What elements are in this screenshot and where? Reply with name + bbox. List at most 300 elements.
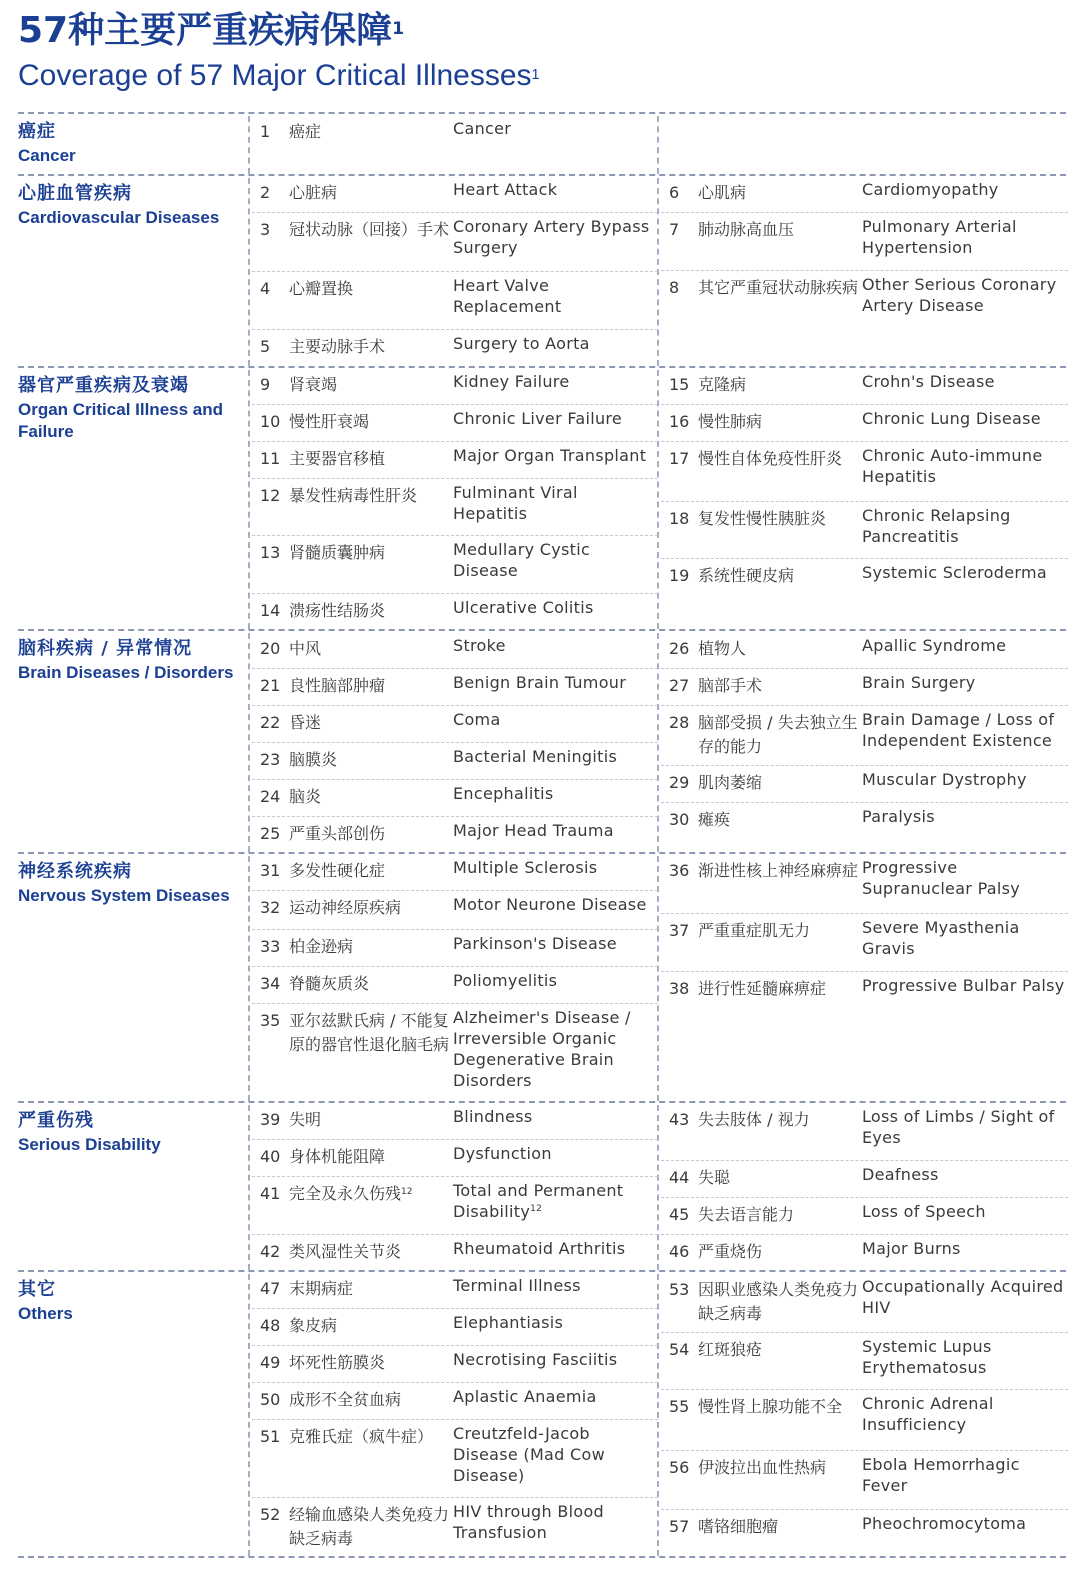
item-name-en <box>453 1349 657 1370</box>
item-name-zh-text: 完全及永久伤残 <box>289 1184 402 1203</box>
item-name-en <box>453 597 657 618</box>
category-heading <box>18 860 240 907</box>
row-divider <box>661 668 1068 669</box>
item-name-en-text: Loss of Limbs / Sight of Eyes <box>862 1107 1055 1147</box>
row-divider <box>252 1382 658 1383</box>
footnote-marker: 12 <box>401 1187 413 1197</box>
item-number: 25 <box>260 824 281 843</box>
item-name-zh-text: 进行性延髓麻痹症 <box>698 979 827 998</box>
item-number: 38 <box>669 979 690 998</box>
item-name-en <box>862 635 1066 656</box>
item-name-zh <box>698 919 863 943</box>
item-number: 9 <box>260 375 271 394</box>
item-name-zh <box>289 1388 454 1412</box>
category-name-en: Nervous System Diseases <box>18 886 230 905</box>
item-name-en-text: HIV through Blood Transfusion <box>453 1502 604 1542</box>
row-divider <box>661 1160 1068 1161</box>
item-name-en-text: Heart Attack <box>453 180 558 199</box>
item-name-en <box>862 1276 1066 1318</box>
item-name-en-text: Bacterial Meningitis <box>453 747 618 766</box>
row-divider <box>661 558 1068 559</box>
item-name-zh-text: 克隆病 <box>698 375 747 394</box>
item-name-zh-text: 植物人 <box>698 639 747 658</box>
row-divider <box>252 441 658 442</box>
item-number: 31 <box>260 861 281 880</box>
item-name-en <box>862 1106 1066 1148</box>
item-name-en-text: Paralysis <box>862 807 935 826</box>
item-name-en <box>862 216 1066 258</box>
item-name-en-text: Cardiomyopathy <box>862 180 999 199</box>
item-name-zh-text: 经输血感染人类免疫力缺乏病毒 <box>289 1505 450 1548</box>
column-divider <box>248 370 250 629</box>
section-divider <box>18 629 1066 631</box>
category-name-en: Cardiovascular Diseases <box>18 208 220 227</box>
item-name-zh <box>289 1108 454 1132</box>
item-name-zh-text: 肾衰竭 <box>289 375 338 394</box>
item-name-en-text: Stroke <box>453 636 506 655</box>
row-divider <box>661 913 1068 914</box>
item-number: 35 <box>260 1011 281 1030</box>
item-name-zh-text: 身体机能阻障 <box>289 1147 386 1166</box>
item-name-zh <box>289 1503 454 1551</box>
item-name-en-text: Brain Surgery <box>862 673 976 692</box>
item-name-zh <box>698 1166 863 1190</box>
item-name-en <box>453 1106 657 1127</box>
item-name-en <box>453 746 657 767</box>
item-name-zh <box>698 373 863 397</box>
column-divider <box>248 633 250 852</box>
item-number: 28 <box>669 713 690 732</box>
row-divider <box>252 593 658 594</box>
item-name-zh-text: 失明 <box>289 1110 322 1129</box>
category-name-zh: 严重伤残 <box>18 1110 94 1131</box>
row-divider <box>661 441 1068 442</box>
row-divider <box>661 270 1068 271</box>
item-name-en-text: Pheochromocytoma <box>862 1514 1027 1533</box>
row-divider <box>252 329 658 330</box>
column-divider <box>248 1105 250 1270</box>
item-name-zh <box>289 1351 454 1375</box>
item-name-zh-text: 中风 <box>289 639 322 658</box>
item-name-en-text: Poliomyelitis <box>453 971 558 990</box>
column-divider <box>248 178 250 366</box>
item-name-zh-text: 心肌病 <box>698 183 747 202</box>
column-divider <box>657 116 659 174</box>
item-name-en <box>453 1180 657 1222</box>
item-name-en-text: Muscular Dystrophy <box>862 770 1027 789</box>
item-number: 56 <box>669 1458 690 1477</box>
item-name-zh-text: 柏金逊病 <box>289 937 354 956</box>
item-name-zh <box>289 748 454 772</box>
item-number: 15 <box>669 375 690 394</box>
item-number: 13 <box>260 543 281 562</box>
row-divider <box>252 742 658 743</box>
item-name-en-text: Necrotising Fasciitis <box>453 1350 618 1369</box>
item-name-en <box>862 445 1066 487</box>
item-number: 18 <box>669 509 690 528</box>
item-number: 48 <box>260 1316 281 1335</box>
item-name-en <box>453 371 657 392</box>
item-name-zh-text: 其它严重冠状动脉疾病 <box>698 278 859 297</box>
item-name-en <box>862 1164 1066 1185</box>
item-number: 52 <box>260 1505 281 1524</box>
item-name-en-text: Crohn's Disease <box>862 372 995 391</box>
item-name-zh-text: 失聪 <box>698 1168 731 1187</box>
item-name-en <box>862 1336 1066 1378</box>
item-name-en <box>453 933 657 954</box>
item-name-en <box>862 806 1066 827</box>
item-number: 36 <box>669 861 690 880</box>
item-name-en-text: Total and Permanent Disability <box>453 1181 624 1221</box>
item-name-zh-text: 冠状动脉（回接）手术 <box>289 220 450 239</box>
item-number: 40 <box>260 1147 281 1166</box>
item-name-en <box>862 1238 1066 1259</box>
item-name-zh-text: 成形不全贫血病 <box>289 1390 402 1409</box>
item-name-zh-text: 严重头部创伤 <box>289 824 386 843</box>
item-name-zh-text: 红斑狼疮 <box>698 1340 763 1359</box>
item-name-zh <box>289 484 454 508</box>
row-divider <box>661 404 1068 405</box>
row-divider <box>252 1176 658 1177</box>
item-name-en <box>862 672 1066 693</box>
item-name-en <box>453 1423 657 1486</box>
item-name-en <box>453 820 657 841</box>
item-name-zh <box>289 1240 454 1264</box>
item-name-en <box>453 1312 657 1333</box>
item-number: 47 <box>260 1279 281 1298</box>
item-name-en-text: Severe Myasthenia Gravis <box>862 918 1020 958</box>
item-name-zh-text: 慢性肺病 <box>698 412 763 431</box>
item-name-zh <box>698 1456 863 1480</box>
item-name-zh-text: 象皮病 <box>289 1316 338 1335</box>
row-divider <box>661 1509 1068 1510</box>
row-divider <box>661 501 1068 502</box>
item-name-zh <box>698 1203 863 1227</box>
item-name-en-text: Parkinson's Disease <box>453 934 617 953</box>
row-divider <box>661 1450 1068 1451</box>
item-number: 30 <box>669 810 690 829</box>
section-divider <box>18 174 1066 176</box>
item-name-en-text: Dysfunction <box>453 1144 552 1163</box>
row-divider <box>661 705 1068 706</box>
title-footnote-marker: 1 <box>392 19 405 40</box>
item-name-en-text: Pulmonary Arterial Hypertension <box>862 217 1017 257</box>
category-name-en: Brain Diseases / Disorders <box>18 663 234 682</box>
item-name-zh-text: 坏死性筋膜炎 <box>289 1353 386 1372</box>
category-name-zh: 器官严重疾病及衰竭 <box>18 375 189 396</box>
item-name-zh-text: 主要器官移植 <box>289 449 386 468</box>
item-name-zh-text: 类风湿性关节炎 <box>289 1242 402 1261</box>
item-name-zh <box>289 1314 454 1338</box>
item-name-en-text: Creutzfeld-Jacob Disease (Mad Cow Disease) <box>453 1424 605 1485</box>
item-number: 50 <box>260 1390 281 1409</box>
item-name-zh <box>289 711 454 735</box>
item-name-en-text: Terminal Illness <box>453 1276 581 1295</box>
item-name-zh <box>289 120 454 144</box>
item-name-zh <box>698 507 863 531</box>
category-name-en: Serious Disability <box>18 1135 161 1154</box>
item-name-zh <box>698 771 863 795</box>
item-name-zh <box>289 674 454 698</box>
item-name-en-text: Heart Valve Replacement <box>453 276 562 316</box>
row-divider <box>252 668 658 669</box>
item-name-zh-text: 心脏病 <box>289 183 338 202</box>
item-number: 20 <box>260 639 281 658</box>
row-divider <box>252 816 658 817</box>
row-divider <box>661 802 1068 803</box>
row-divider <box>252 535 658 536</box>
item-name-en-text: Other Serious Coronary Artery Disease <box>862 275 1057 315</box>
item-name-en <box>453 1007 657 1091</box>
item-name-en-text: Major Organ Transplant <box>453 446 647 465</box>
item-number: 5 <box>260 337 271 356</box>
item-number: 41 <box>260 1184 281 1203</box>
item-name-zh <box>289 1009 454 1057</box>
row-divider <box>252 1345 658 1346</box>
item-name-zh-text: 肺动脉高血压 <box>698 220 795 239</box>
item-number: 10 <box>260 412 281 431</box>
item-name-en-text: Chronic Auto-immune Hepatitis <box>862 446 1043 486</box>
column-divider <box>248 116 250 174</box>
item-name-en <box>453 857 657 878</box>
category-heading <box>18 1278 240 1325</box>
page-title-zh: 57种主要严重疾病保障$^1$ <box>18 10 405 51</box>
item-name-zh-text: 失去语言能力 <box>698 1205 795 1224</box>
item-name-zh-text: 伊波拉出血性热病 <box>698 1458 827 1477</box>
item-name-en <box>862 1201 1066 1222</box>
item-name-zh <box>698 674 863 698</box>
item-name-en <box>862 505 1066 547</box>
item-name-zh <box>289 1277 454 1301</box>
item-name-en <box>862 1513 1066 1534</box>
section-divider <box>18 366 1066 368</box>
item-name-en-text: Ebola Hemorrhagic Fever <box>862 1455 1020 1495</box>
row-divider <box>252 1003 658 1004</box>
item-name-zh-text: 暴发性病毒性肝炎 <box>289 486 418 505</box>
row-divider <box>661 1389 1068 1390</box>
item-name-zh-text: 心瓣置换 <box>289 279 354 298</box>
row-divider <box>252 890 658 891</box>
item-name-en-text: Systemic Scleroderma <box>862 563 1047 582</box>
item-name-zh <box>289 1145 454 1169</box>
item-name-en <box>862 179 1066 200</box>
item-number: 8 <box>669 278 680 297</box>
item-name-zh-text: 克雅氏症（疯牛症） <box>289 1427 434 1446</box>
item-name-zh-text: 主要动脉手术 <box>289 337 386 356</box>
item-name-en-text: Occupationally Acquired HIV <box>862 1277 1064 1317</box>
item-name-en-text: Encephalitis <box>453 784 554 803</box>
item-name-en <box>453 1143 657 1164</box>
item-name-zh <box>289 541 454 565</box>
item-name-en <box>453 275 657 317</box>
item-number: 44 <box>669 1168 690 1187</box>
item-name-zh-text: 严重重症肌无力 <box>698 921 811 940</box>
item-name-en-text: Rheumatoid Arthritis <box>453 1239 626 1258</box>
column-divider <box>657 370 659 629</box>
item-number: 6 <box>669 183 680 202</box>
item-name-en <box>453 539 657 581</box>
item-name-en <box>453 1238 657 1259</box>
item-name-en <box>862 917 1066 959</box>
item-name-zh <box>289 935 454 959</box>
item-number: 4 <box>260 279 271 298</box>
item-name-en <box>453 672 657 693</box>
item-name-en <box>453 1275 657 1296</box>
row-divider <box>252 1497 658 1498</box>
category-heading <box>18 374 240 443</box>
item-name-en-text: Systemic Lupus Erythematosus <box>862 1337 992 1377</box>
item-number: 54 <box>669 1340 690 1359</box>
item-number: 22 <box>260 713 281 732</box>
item-number: 37 <box>669 921 690 940</box>
category-name-zh: 癌症 <box>18 121 56 142</box>
item-name-zh <box>289 1182 454 1206</box>
item-name-zh-text: 运动神经原疾病 <box>289 898 402 917</box>
item-name-en-text: Kidney Failure <box>453 372 570 391</box>
item-number: 19 <box>669 566 690 585</box>
item-name-en-text: Apallic Syndrome <box>862 636 1007 655</box>
item-name-en-text: Loss of Speech <box>862 1202 986 1221</box>
item-name-zh <box>289 896 454 920</box>
item-name-zh <box>698 447 863 471</box>
category-name-en: Others <box>18 1304 73 1323</box>
item-name-zh-text: 脑部受损 / 失去独立生存的能力 <box>698 713 858 756</box>
item-number: 46 <box>669 1242 690 1261</box>
item-name-zh <box>698 218 863 242</box>
item-name-zh-text: 渐进性核上神经麻痹症 <box>698 861 859 880</box>
item-number: 23 <box>260 750 281 769</box>
item-name-zh-text: 慢性肾上腺功能不全 <box>698 1397 843 1416</box>
item-number: 29 <box>669 773 690 792</box>
item-name-zh <box>698 1395 863 1419</box>
item-name-en-text: Progressive Supranuclear Palsy <box>862 858 1021 898</box>
item-name-zh-text: 昏迷 <box>289 713 322 732</box>
row-divider <box>661 971 1068 972</box>
item-name-en <box>453 970 657 991</box>
row-divider <box>252 1419 658 1420</box>
category-heading <box>18 182 240 229</box>
section-divider <box>18 1101 1066 1103</box>
section-divider <box>18 112 1066 114</box>
item-name-zh-text: 肌肉萎缩 <box>698 773 763 792</box>
row-divider <box>661 1332 1068 1333</box>
item-name-en-text: Chronic Liver Failure <box>453 409 623 428</box>
item-name-en <box>862 857 1066 899</box>
item-number: 33 <box>260 937 281 956</box>
item-name-en <box>862 975 1066 996</box>
item-name-zh <box>698 1108 863 1132</box>
category-name-zh: 神经系统疾病 <box>18 861 132 882</box>
category-name-en: Organ Critical Illness and Failure <box>18 400 224 441</box>
category-name-en: Cancer <box>18 146 76 165</box>
footnote-marker: 12 <box>530 1204 543 1214</box>
item-number: 49 <box>260 1353 281 1372</box>
row-divider <box>661 765 1068 766</box>
row-divider <box>252 1139 658 1140</box>
item-name-zh <box>698 1338 863 1362</box>
item-name-en-text: Chronic Adrenal Insufficiency <box>862 1394 994 1434</box>
item-name-en-text: Coma <box>453 710 501 729</box>
item-name-zh <box>289 277 454 301</box>
item-name-en <box>453 118 657 139</box>
item-name-zh-text: 系统性硬皮病 <box>698 566 795 585</box>
item-number: 24 <box>260 787 281 806</box>
item-name-zh <box>698 711 863 759</box>
item-name-en-text: Blindness <box>453 1107 533 1126</box>
item-number: 51 <box>260 1427 281 1446</box>
item-name-en-text: Benign Brain Tumour <box>453 673 627 692</box>
item-name-zh-text: 良性脑部肿瘤 <box>289 676 386 695</box>
item-number: 17 <box>669 449 690 468</box>
item-number: 55 <box>669 1397 690 1416</box>
item-number: 39 <box>260 1110 281 1129</box>
title-footnote-marker: 1 <box>531 66 540 83</box>
item-name-en <box>862 562 1066 583</box>
item-name-zh <box>289 410 454 434</box>
item-name-en <box>453 216 657 258</box>
row-divider <box>252 212 658 213</box>
item-name-zh-text: 脑膜炎 <box>289 750 338 769</box>
item-name-en <box>453 179 657 200</box>
item-name-zh-text: 因职业感染人类免疫力缺乏病毒 <box>698 1280 859 1323</box>
item-name-zh <box>289 859 454 883</box>
item-name-zh-text: 肾髓质囊肿病 <box>289 543 386 562</box>
item-name-zh-text: 严重烧伤 <box>698 1242 763 1261</box>
item-name-zh-text: 慢性自体免疫性肝炎 <box>698 449 843 468</box>
item-name-zh-text: 末期病症 <box>289 1279 354 1298</box>
item-number: 2 <box>260 183 271 202</box>
item-name-en <box>862 408 1066 429</box>
item-number: 21 <box>260 676 281 695</box>
item-name-zh-text: 脑部手术 <box>698 676 763 695</box>
item-name-en-text: Deafness <box>862 1165 939 1184</box>
row-divider <box>252 966 658 967</box>
item-name-en <box>453 783 657 804</box>
column-divider <box>657 1274 659 1556</box>
item-number: 11 <box>260 449 281 468</box>
item-number: 42 <box>260 1242 281 1261</box>
item-name-zh <box>698 1515 863 1539</box>
item-name-en <box>862 274 1066 316</box>
item-name-en-text: Major Burns <box>862 1239 961 1258</box>
item-name-zh <box>698 564 863 588</box>
row-divider <box>252 1234 658 1235</box>
item-name-en-text: Cancer <box>453 119 512 138</box>
category-name-zh: 心脏血管疾病 <box>18 183 132 204</box>
item-name-en <box>862 1393 1066 1435</box>
item-name-en <box>453 1501 657 1543</box>
item-number: 45 <box>669 1205 690 1224</box>
item-name-zh <box>289 599 454 623</box>
item-number: 16 <box>669 412 690 431</box>
item-name-zh-text: 慢性肝衰竭 <box>289 412 370 431</box>
item-name-zh <box>289 637 454 661</box>
item-name-zh-text: 癌症 <box>289 122 322 141</box>
category-heading <box>18 1109 240 1156</box>
item-number: 27 <box>669 676 690 695</box>
item-number: 57 <box>669 1517 690 1536</box>
row-divider <box>252 478 658 479</box>
item-name-zh <box>289 972 454 996</box>
item-name-zh <box>698 276 863 300</box>
item-name-en <box>453 445 657 466</box>
item-name-zh <box>698 1240 863 1264</box>
section-divider <box>18 1270 1066 1272</box>
column-divider <box>248 1274 250 1556</box>
item-name-zh-text: 复发性慢性胰脏炎 <box>698 509 827 528</box>
column-divider <box>248 856 250 1101</box>
section-divider <box>18 852 1066 854</box>
